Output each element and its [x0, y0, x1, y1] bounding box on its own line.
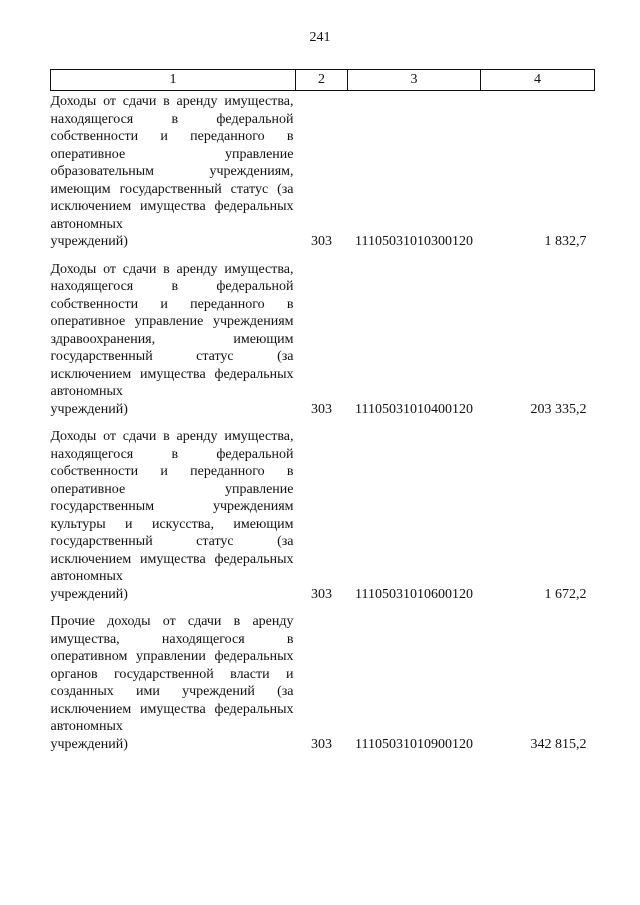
- revenue-table: [50, 69, 595, 755]
- row-amount: 1 672,2: [544, 586, 587, 602]
- row-admin-code: 303: [311, 586, 332, 602]
- row-description: Прочие доходы от сдачи в аренду имущества, находящегося в оперативном управлении федеральных органов государственной власти и созданных ими учреждений (за исключением имущества федеральных автономных учреждений): [50, 614, 294, 752]
- row-description-last-line: учреждений): [50, 401, 128, 417]
- row-amount: 1 832,7: [544, 234, 587, 249]
- header-col-2: 2: [296, 70, 348, 91]
- row-description: Доходы от сдачи в аренду имущества, находящегося в федеральной собственности и переданного в оперативное управление образовательным учреждениям, имеющим государственный статус (за исключением имущества федеральных автономных учреждений): [50, 94, 294, 249]
- row-description-last-line: учреждений): [50, 586, 128, 602]
- row-description: Доходы от сдачи в аренду имущества, находящегося в федеральной собственности и переданного в оперативное управление учреждениям здравоохранения, имеющим государственный статус (за исключением имущества федеральных автономных учреждений): [50, 261, 294, 417]
- row-description: Доходы от сдачи в аренду имущества, находящегося в федеральной собственности и переданного в оперативное управление государственным учреждениям культуры и искусства, имеющим государственный статус (за исключением имущества федеральных автономных учреждений): [50, 429, 294, 602]
- row-description-last-line: учреждений): [50, 736, 128, 752]
- row-classification-code: 11105031010300120: [355, 234, 473, 249]
- table-row: [51, 605, 595, 755]
- table-row: [51, 253, 595, 421]
- row-classification-code: 11105031010400120: [355, 401, 473, 417]
- row-admin-code: 303: [311, 736, 332, 752]
- page-number: 241: [309, 30, 331, 45]
- row-amount: 203 335,2: [530, 401, 587, 417]
- row-admin-code: 303: [311, 401, 332, 417]
- header-col-4: 4: [481, 70, 595, 91]
- row-classification-code: 11105031010900120: [355, 736, 473, 752]
- row-description-last-line: учреждений): [50, 234, 128, 249]
- header-col-1: 1: [51, 70, 296, 91]
- table-row: [51, 91, 595, 253]
- row-amount: 342 815,2: [530, 736, 587, 752]
- row-classification-code: 11105031010600120: [355, 586, 473, 602]
- table-row: [51, 420, 595, 605]
- header-col-3: 3: [348, 70, 481, 91]
- row-admin-code: 303: [311, 234, 332, 249]
- table-header-row: [51, 70, 595, 91]
